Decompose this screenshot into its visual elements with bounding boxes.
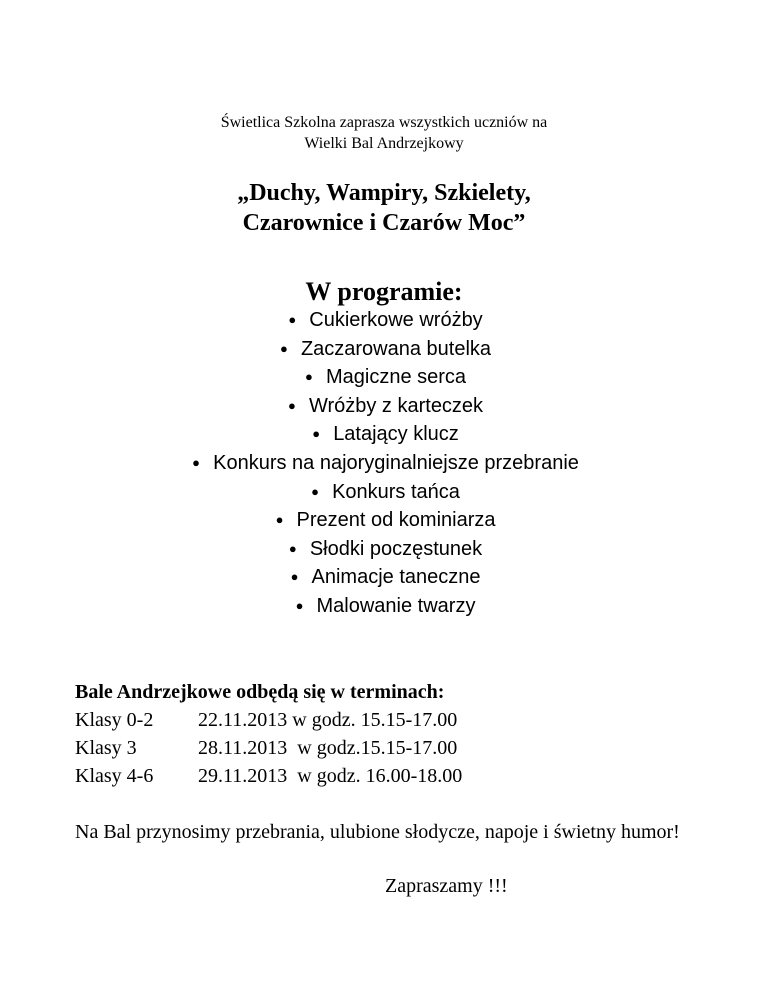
intro-line-2: Wielki Bal Andrzejkowy bbox=[304, 135, 464, 152]
program-item-label: Konkurs tańca bbox=[332, 480, 460, 503]
program-heading: W programie: bbox=[305, 277, 463, 306]
program-item-label: Zaczarowana butelka bbox=[300, 337, 492, 360]
closing-text: Na Bal przynosimy przebrania, ulubione słodycze, napoje i świetny humor! bbox=[75, 821, 680, 843]
intro-line-1: Świetlica Szkolna zaprasza wszystkich uczniów na bbox=[220, 114, 548, 131]
bullet-icon: ● bbox=[312, 426, 321, 442]
schedule-row bbox=[75, 734, 715, 762]
program-item bbox=[0, 478, 768, 507]
bullet-icon: ● bbox=[295, 597, 304, 613]
intro-text bbox=[0, 112, 768, 154]
closing-section bbox=[75, 818, 715, 846]
schedule-class-label: Klasy 3 bbox=[75, 737, 137, 759]
bullet-icon: ● bbox=[288, 540, 297, 556]
program-item bbox=[0, 535, 768, 564]
schedule-row bbox=[75, 706, 715, 734]
program-item bbox=[0, 392, 768, 421]
program-item-label: Latający klucz bbox=[333, 423, 459, 446]
schedule-class-label: Klasy 4-6 bbox=[75, 765, 154, 787]
schedule-class-label: Klasy 0-2 bbox=[75, 709, 154, 731]
program-item bbox=[0, 563, 768, 592]
program-item-label: Konkurs na najoryginalniejsze przebranie bbox=[213, 451, 579, 474]
program-item bbox=[0, 335, 768, 364]
bullet-icon: ● bbox=[275, 512, 284, 528]
bullet-icon: ● bbox=[288, 397, 296, 413]
event-title-line-1: „Duchy, Wampiry, Szkielety, bbox=[237, 180, 531, 206]
program-item-label: Prezent od kominiarza bbox=[296, 509, 496, 532]
schedule-details: 28.11.2013 w godz.15.15-17.00 bbox=[198, 737, 458, 759]
schedule-row bbox=[75, 762, 715, 790]
program-item bbox=[0, 306, 768, 335]
program-item-label: Cukierkowe wróżby bbox=[309, 309, 483, 331]
program-item-label: Animacje taneczne bbox=[311, 566, 481, 589]
program-item bbox=[0, 363, 768, 392]
bullet-icon: ● bbox=[288, 312, 297, 327]
schedule-details: 29.11.2013 w godz. 16.00-18.00 bbox=[198, 765, 463, 787]
program-item bbox=[0, 506, 768, 535]
program-item-label: Wróżby z karteczek bbox=[308, 394, 484, 417]
program-item bbox=[0, 592, 768, 621]
program-list bbox=[0, 306, 768, 621]
bullet-icon: ● bbox=[192, 454, 201, 470]
signoff-text: Zapraszamy !!! bbox=[385, 875, 508, 897]
program-item-label: Słodki poczęstunek bbox=[309, 537, 483, 560]
schedule-heading: Bale Andrzejkowe odbędą się w terminach: bbox=[75, 681, 445, 703]
event-title-line-2: Czarownice i Czarów Moc” bbox=[242, 210, 526, 236]
program-item bbox=[0, 420, 768, 449]
event-title bbox=[0, 178, 768, 238]
bullet-icon: ● bbox=[280, 340, 288, 356]
bullet-icon: ● bbox=[305, 369, 313, 385]
program-item-label: Malowanie twarzy bbox=[316, 594, 476, 617]
schedule-details: 22.11.2013 w godz. 15.15-17.00 bbox=[198, 709, 458, 731]
program-item bbox=[0, 449, 768, 478]
bullet-icon: ● bbox=[311, 483, 319, 499]
bullet-icon: ● bbox=[290, 569, 299, 585]
schedule-section bbox=[75, 678, 715, 790]
program-item-label: Magiczne serca bbox=[325, 366, 467, 389]
